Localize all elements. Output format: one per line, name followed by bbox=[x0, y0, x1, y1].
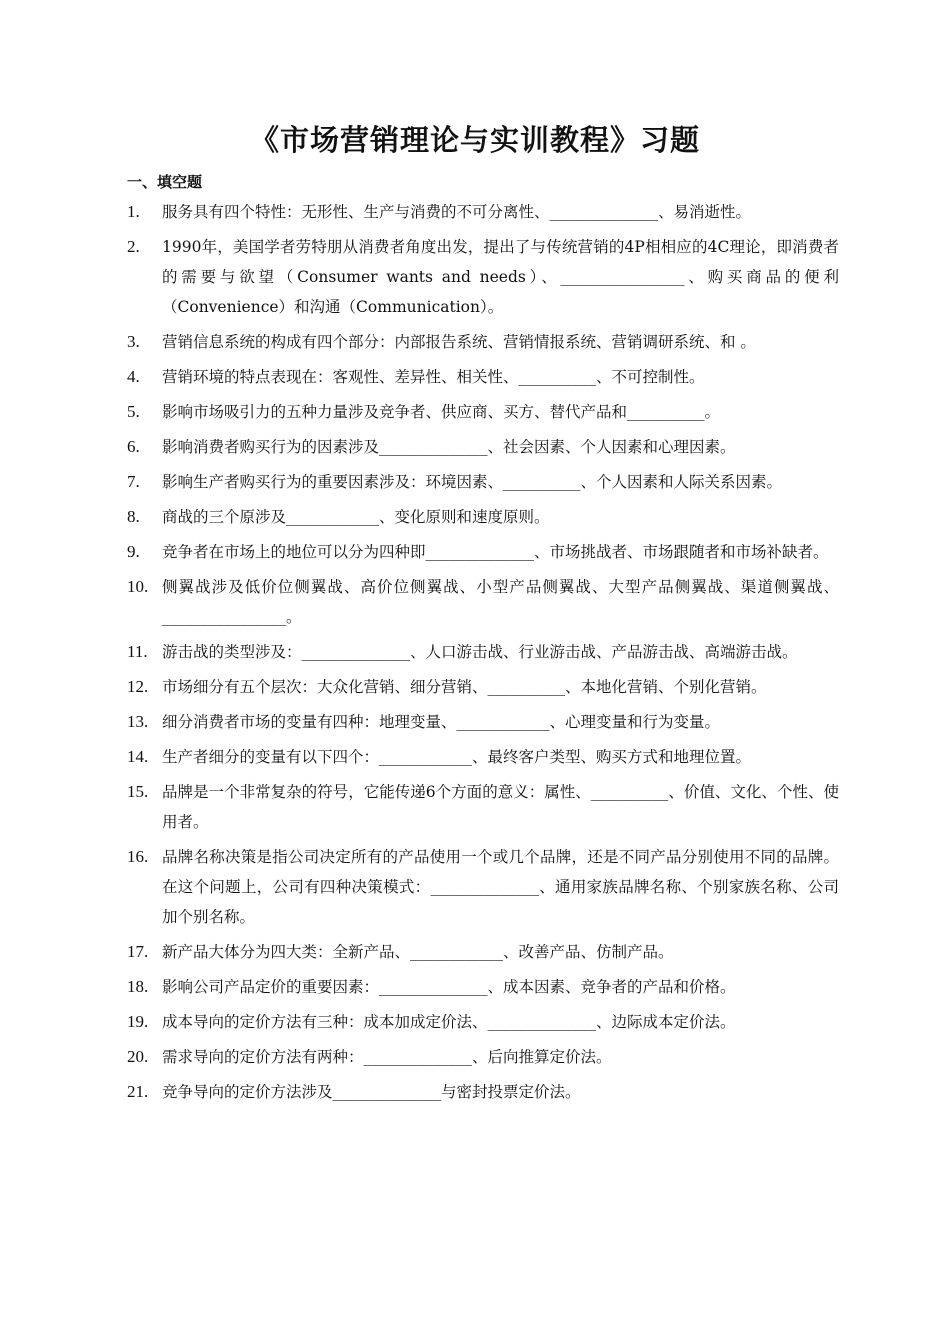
question-text: 商战的三个原涉及____________、变化原则和速度原则。 bbox=[162, 508, 550, 526]
question-text: 生产者细分的变量有以下四个：____________、最终客户类型、购买方式和地理位置。 bbox=[162, 748, 752, 766]
question-number: 16. bbox=[127, 847, 149, 866]
question-number: 10. bbox=[127, 577, 149, 596]
question-text: 服务具有四个特性：无形性、生产与消费的不可分离性、______________、易消逝性。 bbox=[162, 203, 752, 221]
question-text: 竞争导向的定价方法涉及______________与密封投票定价法。 bbox=[162, 1083, 581, 1101]
question-number: 19. bbox=[127, 1012, 149, 1031]
question-text: 新产品大体分为四大类：全新产品、____________、改善产品、仿制产品。 bbox=[162, 943, 674, 961]
question-item bbox=[127, 432, 839, 462]
question-item bbox=[127, 972, 839, 1002]
question-number: 14. bbox=[127, 747, 149, 766]
question-text: 品牌名称决策是指公司决定所有的产品使用一个或几个品牌，还是不同产品分别使用不同的品牌。在这个问题上，公司有四种决策模式：______________、通用家族品牌名称、个别家族名称、公司加个别名称。 bbox=[162, 848, 839, 926]
question-text: 影响市场吸引力的五种力量涉及竞争者、供应商、买方、替代产品和__________。 bbox=[162, 403, 721, 421]
question-number: 1. bbox=[127, 202, 140, 221]
question-text: 市场细分有五个层次：大众化营销、细分营销、__________、本地化营销、个别化营销。 bbox=[162, 678, 767, 696]
question-text: 营销信息系统的构成有四个部分：内部报告系统、营销情报系统、营销调研系统、和 。 bbox=[162, 333, 756, 351]
section-heading: 一、填空题 bbox=[127, 173, 203, 191]
question-text: 影响公司产品定价的重要因素：______________、成本因素、竞争者的产品和价格。 bbox=[162, 978, 736, 996]
question-number: 20. bbox=[127, 1047, 149, 1066]
question-item bbox=[127, 937, 839, 967]
question-item bbox=[127, 327, 839, 357]
question-item bbox=[127, 572, 839, 632]
question-item bbox=[127, 1042, 839, 1072]
question-list bbox=[127, 197, 839, 1112]
question-item bbox=[127, 777, 839, 837]
question-number: 15. bbox=[127, 782, 149, 801]
question-number: 6. bbox=[127, 437, 140, 456]
question-item bbox=[127, 842, 839, 932]
question-text: 细分消费者市场的变量有四种：地理变量、____________、心理变量和行为变量。 bbox=[162, 713, 721, 731]
question-number: 12. bbox=[127, 677, 149, 696]
question-text: 侧翼战涉及低价位侧翼战、高价位侧翼战、小型产品侧翼战、大型产品侧翼战、渠道侧翼战、________________。 bbox=[162, 578, 839, 626]
question-item bbox=[127, 232, 839, 322]
question-item bbox=[127, 637, 839, 667]
question-number: 5. bbox=[127, 402, 140, 421]
question-text: 需求导向的定价方法有两种：______________、后向推算定价法。 bbox=[162, 1048, 612, 1066]
question-item bbox=[127, 502, 839, 532]
question-text: 竞争者在市场上的地位可以分为四种即______________、市场挑战者、市场跟随者和市场补缺者。 bbox=[162, 543, 829, 561]
question-text: 游击战的类型涉及：______________、人口游击战、行业游击战、产品游击战、高端游击战。 bbox=[162, 643, 798, 661]
question-item bbox=[127, 1077, 839, 1107]
question-text: 影响消费者购买行为的因素涉及______________、社会因素、个人因素和心理因素。 bbox=[162, 438, 736, 456]
question-item bbox=[127, 672, 839, 702]
question-item bbox=[127, 397, 839, 427]
question-text: 品牌是一个非常复杂的符号，它能传递6个方面的意义：属性、__________、价值、文化、个性、使用者。 bbox=[162, 783, 839, 831]
question-number: 17. bbox=[127, 942, 149, 961]
question-text: 成本导向的定价方法有三种：成本加成定价法、______________、边际成本定价法。 bbox=[162, 1013, 736, 1031]
question-item bbox=[127, 707, 839, 737]
question-number: 9. bbox=[127, 542, 140, 561]
question-text: 影响生产者购买行为的重要因素涉及：环境因素、__________、个人因素和人际关系因素。 bbox=[162, 473, 783, 491]
question-number: 2. bbox=[127, 237, 140, 256]
page-title: 《市场营销理论与实训教程》习题 bbox=[249, 123, 700, 157]
question-number: 13. bbox=[127, 712, 149, 731]
question-item bbox=[127, 467, 839, 497]
question-number: 21. bbox=[127, 1082, 149, 1101]
question-item bbox=[127, 537, 839, 567]
question-text: 1990年，美国学者劳特朋从消费者角度出发，提出了与传统营销的4P相相应的4C理论，即消费者的需要与欲望（Consumer wants and needs）、________________、购买商品的便利（Convenience）和沟通（Communication）。 bbox=[162, 238, 839, 316]
question-text: 营销环境的特点表现在：客观性、差异性、相关性、__________、不可控制性。 bbox=[162, 368, 705, 386]
question-item bbox=[127, 362, 839, 392]
question-number: 3. bbox=[127, 332, 140, 351]
question-number: 7. bbox=[127, 472, 140, 491]
question-item bbox=[127, 197, 839, 227]
question-item bbox=[127, 1007, 839, 1037]
question-item bbox=[127, 742, 839, 772]
question-number: 11. bbox=[127, 642, 148, 661]
question-number: 8. bbox=[127, 507, 140, 526]
question-number: 18. bbox=[127, 977, 149, 996]
question-number: 4. bbox=[127, 367, 140, 386]
